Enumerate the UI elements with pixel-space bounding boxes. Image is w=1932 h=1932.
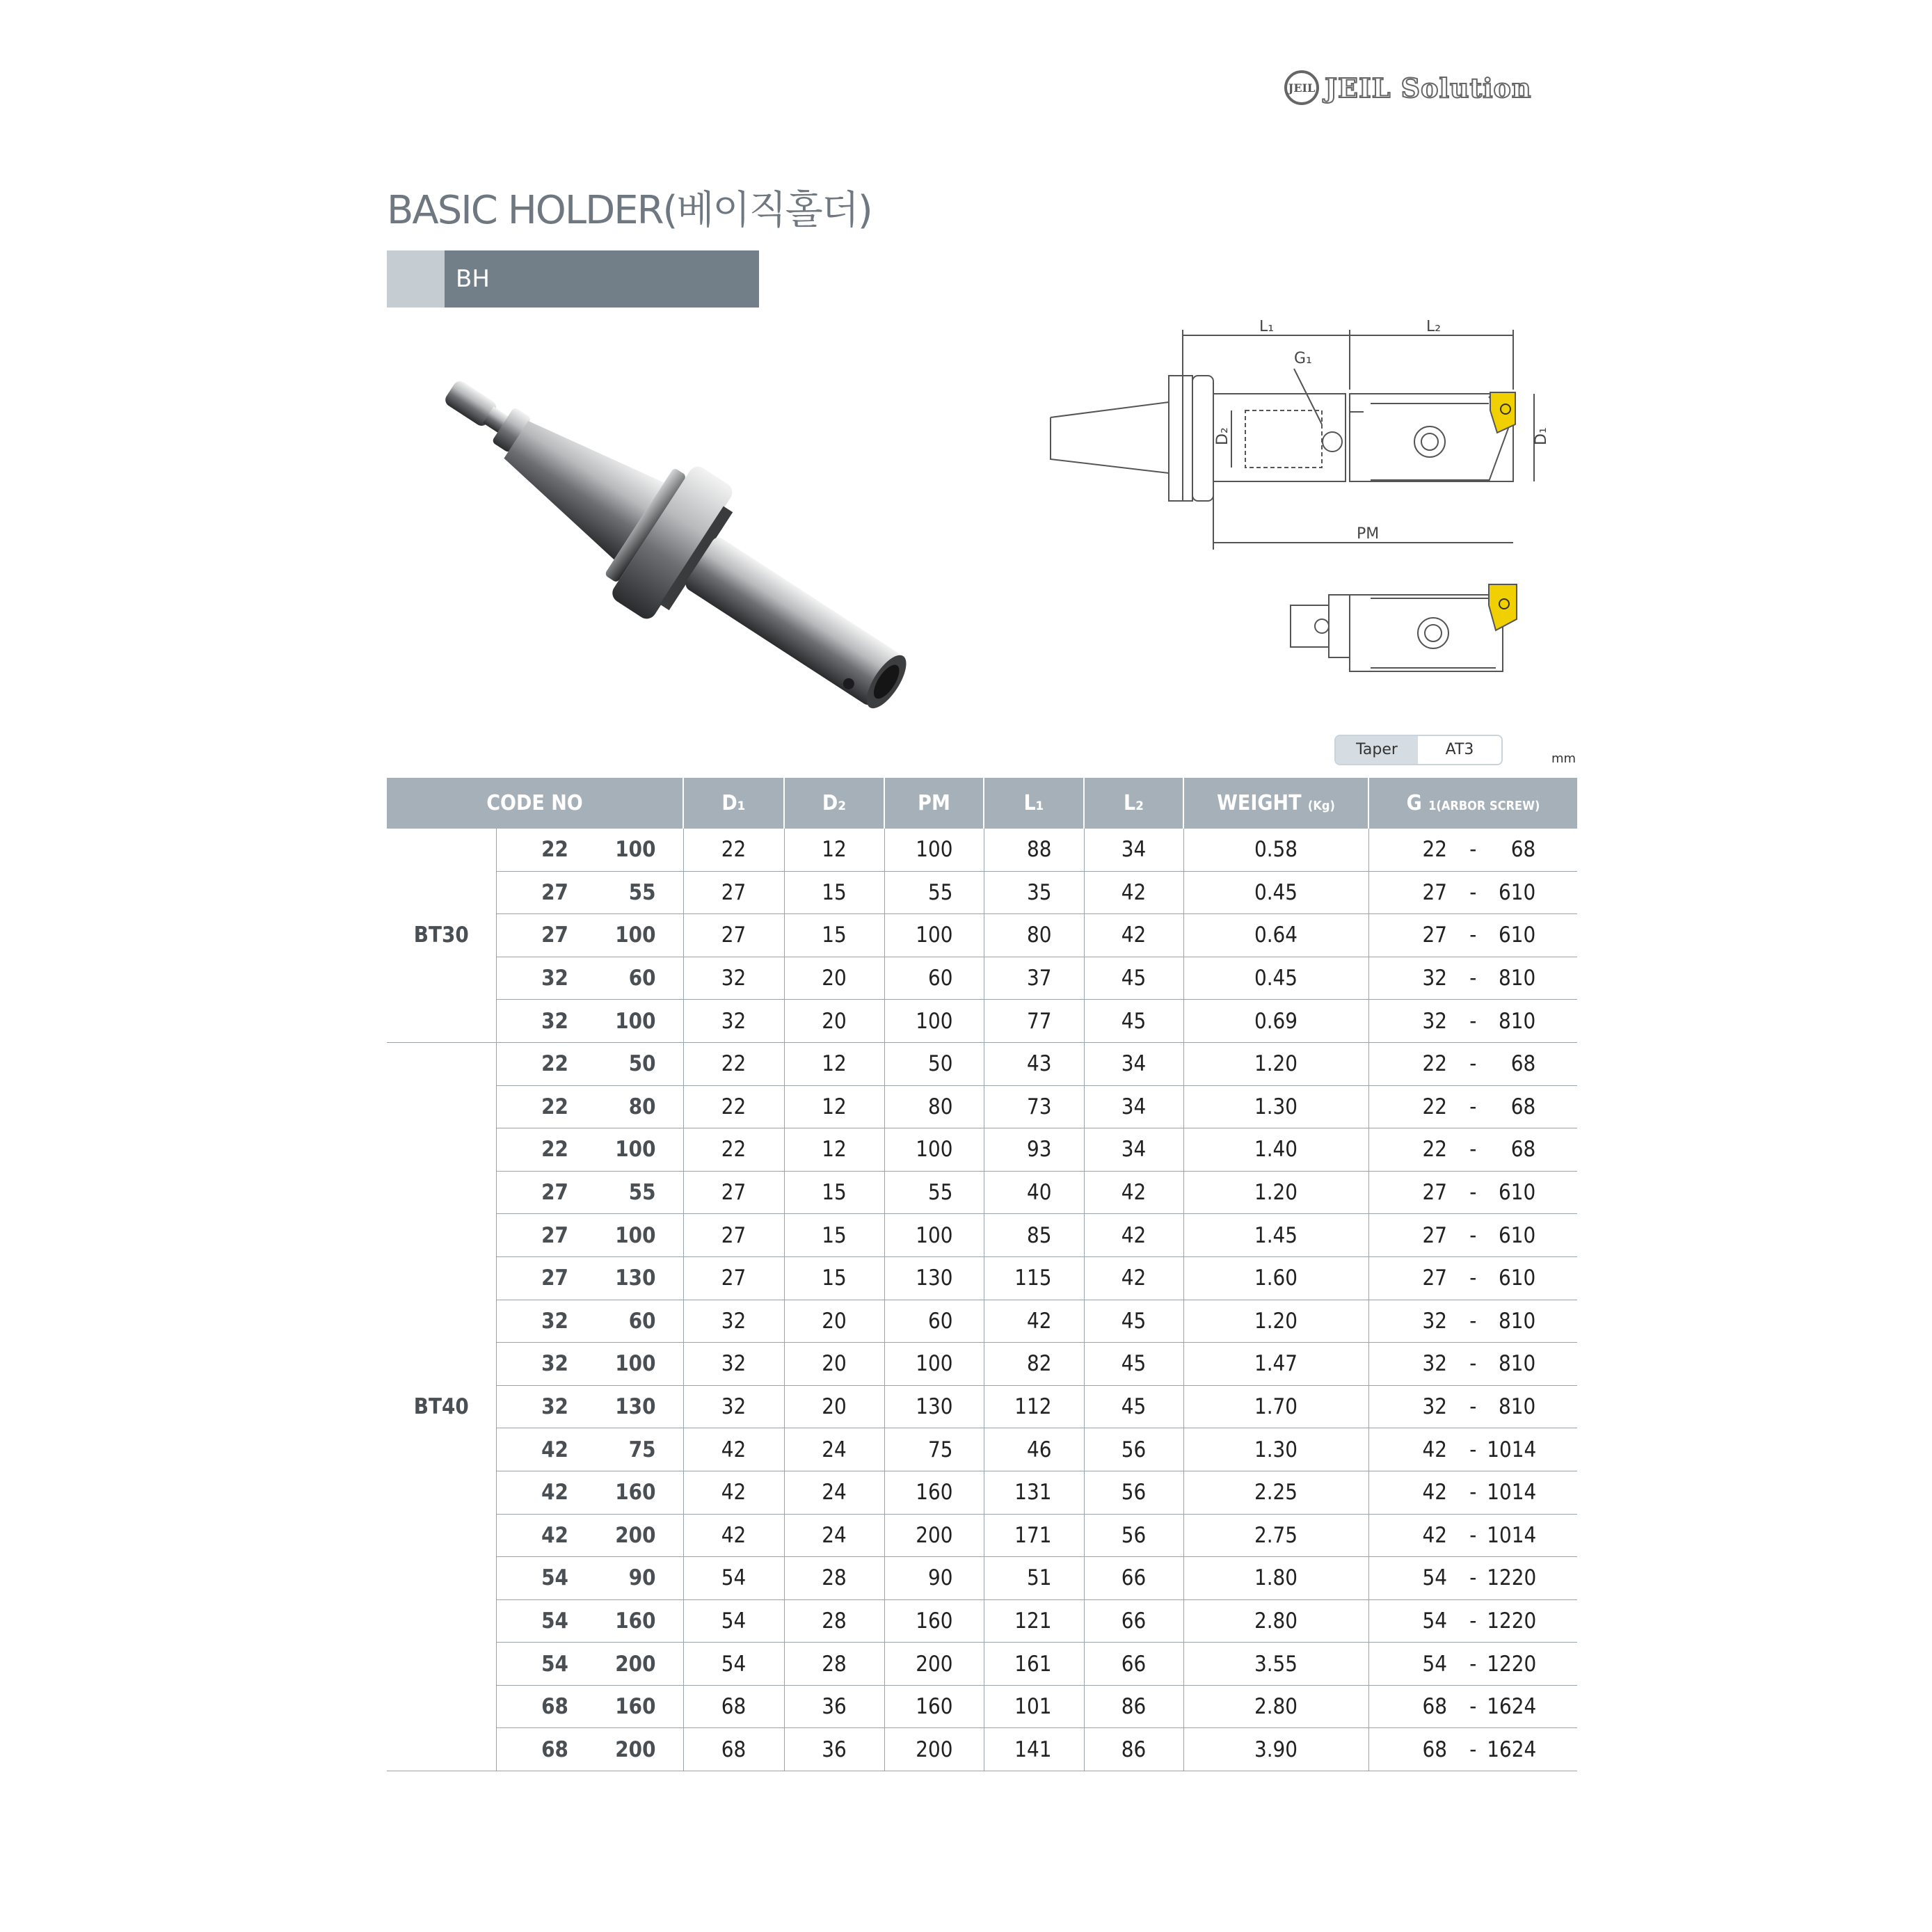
d1-cell: 42 xyxy=(683,1514,784,1557)
d1-cell: 68 xyxy=(683,1685,784,1728)
header-code-no: CODE NO xyxy=(387,778,683,829)
table-row xyxy=(387,829,1577,871)
code-no-cell: 54 160 xyxy=(496,1599,683,1643)
code-no-cell: 68 200 xyxy=(496,1728,683,1771)
l2-cell: 66 xyxy=(1084,1643,1183,1686)
d1-cell: 42 xyxy=(683,1428,784,1471)
weight-cell: 0.45 xyxy=(1183,871,1368,914)
pm-cell: 100 xyxy=(884,829,984,871)
taper-label: Taper xyxy=(1336,736,1418,764)
d1-cell: 22 xyxy=(683,1128,784,1172)
l2-cell: 42 xyxy=(1084,914,1183,957)
l1-cell: 93 xyxy=(984,1128,1084,1172)
arbor-screw-cell: 32 - 810 xyxy=(1368,1385,1577,1428)
header-l2: L₂ xyxy=(1084,778,1183,829)
pm-cell: 100 xyxy=(884,1000,984,1043)
l2-cell: 42 xyxy=(1084,1256,1183,1300)
taper-badge xyxy=(1336,736,1501,764)
d2-cell: 20 xyxy=(784,1343,884,1386)
weight-cell: 1.20 xyxy=(1183,1042,1368,1085)
weight-cell: 0.58 xyxy=(1183,829,1368,871)
d2-cell: 36 xyxy=(784,1685,884,1728)
table-body xyxy=(387,829,1577,1771)
l2-cell: 66 xyxy=(1084,1557,1183,1600)
pm-cell: 100 xyxy=(884,1128,984,1172)
l1-cell: 80 xyxy=(984,914,1084,957)
arbor-screw-cell: 32 - 810 xyxy=(1368,1343,1577,1386)
code-no-cell: 42 160 xyxy=(496,1471,683,1514)
brand-mark: JEIL xyxy=(1284,70,1319,105)
code-no-cell: 42 200 xyxy=(496,1514,683,1557)
weight-cell: 0.69 xyxy=(1183,1000,1368,1043)
d2-cell: 12 xyxy=(784,1042,884,1085)
header-g1: G 1(ARBOR SCREW) xyxy=(1368,778,1577,829)
weight-cell: 1.60 xyxy=(1183,1256,1368,1300)
label-pm: PM xyxy=(1357,525,1380,543)
code-no-cell: 27 100 xyxy=(496,1214,683,1257)
table-row xyxy=(387,1643,1577,1686)
arbor-screw-cell: 54 - 1220 xyxy=(1368,1643,1577,1686)
d2-cell: 15 xyxy=(784,1214,884,1257)
code-no-cell: 32 60 xyxy=(496,957,683,1000)
weight-cell: 1.80 xyxy=(1183,1557,1368,1600)
code-no-cell: 54 200 xyxy=(496,1643,683,1686)
arbor-screw-cell: 27 - 610 xyxy=(1368,871,1577,914)
code-no-cell: 32 130 xyxy=(496,1385,683,1428)
l1-cell: 85 xyxy=(984,1214,1084,1257)
l2-cell: 86 xyxy=(1084,1728,1183,1771)
pm-cell: 160 xyxy=(884,1471,984,1514)
code-no-cell: 42 75 xyxy=(496,1428,683,1471)
table-row xyxy=(387,1385,1577,1428)
pm-cell: 200 xyxy=(884,1643,984,1686)
d1-cell: 32 xyxy=(683,1000,784,1043)
weight-cell: 0.64 xyxy=(1183,914,1368,957)
arbor-screw-cell: 68 - 1624 xyxy=(1368,1685,1577,1728)
d1-cell: 27 xyxy=(683,914,784,957)
d2-cell: 12 xyxy=(784,1085,884,1128)
d1-cell: 27 xyxy=(683,1171,784,1214)
l1-cell: 35 xyxy=(984,871,1084,914)
label-l2: L₂ xyxy=(1426,320,1442,335)
label-d1: D₁ xyxy=(1533,427,1550,445)
pm-cell: 50 xyxy=(884,1042,984,1085)
weight-cell: 1.47 xyxy=(1183,1343,1368,1386)
d1-cell: 54 xyxy=(683,1643,784,1686)
table-row xyxy=(387,1214,1577,1257)
table-row xyxy=(387,1599,1577,1643)
l2-cell: 45 xyxy=(1084,1343,1183,1386)
arbor-screw-cell: 42 - 1014 xyxy=(1368,1428,1577,1471)
brand-name: JEIL Solution xyxy=(1325,72,1532,104)
l1-cell: 43 xyxy=(984,1042,1084,1085)
code-no-cell: 27 55 xyxy=(496,1171,683,1214)
l1-cell: 141 xyxy=(984,1728,1084,1771)
l1-cell: 42 xyxy=(984,1300,1084,1343)
l1-cell: 101 xyxy=(984,1685,1084,1728)
table-row xyxy=(387,1042,1577,1085)
d1-cell: 27 xyxy=(683,871,784,914)
weight-cell: 1.20 xyxy=(1183,1171,1368,1214)
table-row xyxy=(387,957,1577,1000)
l2-cell: 66 xyxy=(1084,1599,1183,1643)
pm-cell: 75 xyxy=(884,1428,984,1471)
l1-cell: 73 xyxy=(984,1085,1084,1128)
d2-cell: 20 xyxy=(784,1385,884,1428)
code-no-cell: 27 55 xyxy=(496,871,683,914)
code-no-cell: 22 80 xyxy=(496,1085,683,1128)
table-row xyxy=(387,1085,1577,1128)
pm-cell: 60 xyxy=(884,1300,984,1343)
code-no-cell: 54 90 xyxy=(496,1557,683,1600)
d2-cell: 20 xyxy=(784,957,884,1000)
pm-cell: 130 xyxy=(884,1385,984,1428)
l2-cell: 34 xyxy=(1084,1042,1183,1085)
weight-cell: 2.80 xyxy=(1183,1685,1368,1728)
label-d2: D₂ xyxy=(1214,427,1231,445)
technical-drawing xyxy=(1044,320,1551,682)
table-row xyxy=(387,1557,1577,1600)
l2-cell: 56 xyxy=(1084,1514,1183,1557)
d1-cell: 22 xyxy=(683,1042,784,1085)
d1-cell: 22 xyxy=(683,1085,784,1128)
weight-cell: 1.40 xyxy=(1183,1128,1368,1172)
pm-cell: 200 xyxy=(884,1728,984,1771)
d1-cell: 32 xyxy=(683,957,784,1000)
arbor-screw-cell: 22 - 68 xyxy=(1368,829,1577,871)
table-row xyxy=(387,1685,1577,1728)
code-no-cell: 32 100 xyxy=(496,1343,683,1386)
l1-cell: 171 xyxy=(984,1514,1084,1557)
product-photo xyxy=(410,362,939,724)
arbor-screw-cell: 27 - 610 xyxy=(1368,914,1577,957)
d2-cell: 28 xyxy=(784,1599,884,1643)
section-label: BH xyxy=(445,250,759,308)
table-row xyxy=(387,871,1577,914)
pm-cell: 55 xyxy=(884,1171,984,1214)
d2-cell: 12 xyxy=(784,829,884,871)
header-d2: D₂ xyxy=(784,778,884,829)
d2-cell: 12 xyxy=(784,1128,884,1172)
d2-cell: 36 xyxy=(784,1728,884,1771)
l2-cell: 86 xyxy=(1084,1685,1183,1728)
table-row xyxy=(387,1300,1577,1343)
l1-cell: 40 xyxy=(984,1171,1084,1214)
d1-cell: 42 xyxy=(683,1471,784,1514)
d2-cell: 15 xyxy=(784,871,884,914)
l2-cell: 42 xyxy=(1084,1214,1183,1257)
header-l1: L₁ xyxy=(984,778,1084,829)
l2-cell: 34 xyxy=(1084,829,1183,871)
d1-cell: 27 xyxy=(683,1214,784,1257)
l2-cell: 34 xyxy=(1084,1128,1183,1172)
arbor-screw-cell: 54 - 1220 xyxy=(1368,1557,1577,1600)
pm-cell: 160 xyxy=(884,1599,984,1643)
d2-cell: 28 xyxy=(784,1557,884,1600)
l2-cell: 42 xyxy=(1084,871,1183,914)
header-pm: PM xyxy=(884,778,984,829)
l2-cell: 34 xyxy=(1084,1085,1183,1128)
arbor-screw-cell: 22 - 68 xyxy=(1368,1085,1577,1128)
l1-cell: 131 xyxy=(984,1471,1084,1514)
code-no-cell: 32 100 xyxy=(496,1000,683,1043)
d2-cell: 15 xyxy=(784,1256,884,1300)
pm-cell: 100 xyxy=(884,1343,984,1386)
header-d1: D₁ xyxy=(683,778,784,829)
arbor-screw-cell: 22 - 68 xyxy=(1368,1128,1577,1172)
arbor-screw-cell: 32 - 810 xyxy=(1368,1300,1577,1343)
weight-cell: 2.80 xyxy=(1183,1599,1368,1643)
code-no-cell: 32 60 xyxy=(496,1300,683,1343)
section-band xyxy=(387,250,759,308)
pm-cell: 60 xyxy=(884,957,984,1000)
d1-cell: 22 xyxy=(683,829,784,871)
code-no-cell: 22 50 xyxy=(496,1042,683,1085)
pm-cell: 55 xyxy=(884,871,984,914)
table-row xyxy=(387,1171,1577,1214)
l1-cell: 82 xyxy=(984,1343,1084,1386)
table-header-row xyxy=(387,778,1577,829)
l2-cell: 45 xyxy=(1084,957,1183,1000)
code-no-cell: 27 100 xyxy=(496,914,683,957)
d1-cell: 68 xyxy=(683,1728,784,1771)
d1-cell: 32 xyxy=(683,1343,784,1386)
arbor-screw-cell: 27 - 610 xyxy=(1368,1171,1577,1214)
pm-cell: 100 xyxy=(884,1214,984,1257)
arbor-screw-cell: 27 - 610 xyxy=(1368,1214,1577,1257)
l1-cell: 121 xyxy=(984,1599,1084,1643)
weight-cell: 2.75 xyxy=(1183,1514,1368,1557)
d2-cell: 15 xyxy=(784,914,884,957)
weight-cell: 1.70 xyxy=(1183,1385,1368,1428)
d1-cell: 27 xyxy=(683,1256,784,1300)
l2-cell: 42 xyxy=(1084,1171,1183,1214)
arbor-screw-cell: 54 - 1220 xyxy=(1368,1599,1577,1643)
arbor-screw-cell: 22 - 68 xyxy=(1368,1042,1577,1085)
code-no-cell: 27 130 xyxy=(496,1256,683,1300)
weight-cell: 2.25 xyxy=(1183,1471,1368,1514)
d2-cell: 20 xyxy=(784,1000,884,1043)
d1-cell: 54 xyxy=(683,1599,784,1643)
code-no-cell: 22 100 xyxy=(496,829,683,871)
l1-cell: 88 xyxy=(984,829,1084,871)
d2-cell: 24 xyxy=(784,1471,884,1514)
pm-cell: 100 xyxy=(884,914,984,957)
arbor-screw-cell: 27 - 610 xyxy=(1368,1256,1577,1300)
table-row xyxy=(387,1428,1577,1471)
group-label: BT40 xyxy=(387,1042,496,1771)
weight-cell: 1.20 xyxy=(1183,1300,1368,1343)
taper-value: AT3 xyxy=(1418,736,1501,764)
brand-logo xyxy=(1284,68,1531,107)
weight-cell: 3.55 xyxy=(1183,1643,1368,1686)
l2-cell: 45 xyxy=(1084,1000,1183,1043)
table-row xyxy=(387,1256,1577,1300)
l1-cell: 46 xyxy=(984,1428,1084,1471)
d2-cell: 20 xyxy=(784,1300,884,1343)
arbor-screw-cell: 42 - 1014 xyxy=(1368,1514,1577,1557)
pm-cell: 80 xyxy=(884,1085,984,1128)
table-row xyxy=(387,914,1577,957)
page-title: BASIC HOLDER(베이직홀더) xyxy=(387,188,872,233)
d1-cell: 32 xyxy=(683,1300,784,1343)
code-no-cell: 68 160 xyxy=(496,1685,683,1728)
weight-cell: 1.45 xyxy=(1183,1214,1368,1257)
arbor-screw-cell: 32 - 810 xyxy=(1368,957,1577,1000)
weight-cell: 1.30 xyxy=(1183,1085,1368,1128)
spec-table xyxy=(387,778,1577,1771)
weight-cell: 3.90 xyxy=(1183,1728,1368,1771)
pm-cell: 90 xyxy=(884,1557,984,1600)
l1-cell: 77 xyxy=(984,1000,1084,1043)
l1-cell: 51 xyxy=(984,1557,1084,1600)
table-row xyxy=(387,1514,1577,1557)
l1-cell: 112 xyxy=(984,1385,1084,1428)
l2-cell: 45 xyxy=(1084,1300,1183,1343)
unit-label: mm xyxy=(1551,751,1576,766)
d2-cell: 15 xyxy=(784,1171,884,1214)
table-row xyxy=(387,1128,1577,1172)
arbor-screw-cell: 42 - 1014 xyxy=(1368,1471,1577,1514)
label-g1: G₁ xyxy=(1294,350,1312,367)
l2-cell: 56 xyxy=(1084,1428,1183,1471)
table-row xyxy=(387,1000,1577,1043)
d2-cell: 28 xyxy=(784,1643,884,1686)
group-label: BT30 xyxy=(387,829,496,1042)
pm-cell: 160 xyxy=(884,1685,984,1728)
pm-cell: 130 xyxy=(884,1256,984,1300)
weight-cell: 1.30 xyxy=(1183,1428,1368,1471)
table-row xyxy=(387,1728,1577,1771)
l2-cell: 56 xyxy=(1084,1471,1183,1514)
table-row xyxy=(387,1471,1577,1514)
l1-cell: 115 xyxy=(984,1256,1084,1300)
d2-cell: 24 xyxy=(784,1514,884,1557)
table-row xyxy=(387,1343,1577,1386)
l1-cell: 37 xyxy=(984,957,1084,1000)
header-weight: WEIGHT (Kg) xyxy=(1183,778,1368,829)
d1-cell: 32 xyxy=(683,1385,784,1428)
l2-cell: 45 xyxy=(1084,1385,1183,1428)
code-no-cell: 22 100 xyxy=(496,1128,683,1172)
label-l1: L₁ xyxy=(1259,320,1275,335)
arbor-screw-cell: 68 - 1624 xyxy=(1368,1728,1577,1771)
d2-cell: 24 xyxy=(784,1428,884,1471)
d1-cell: 54 xyxy=(683,1557,784,1600)
l1-cell: 161 xyxy=(984,1643,1084,1686)
weight-cell: 0.45 xyxy=(1183,957,1368,1000)
pm-cell: 200 xyxy=(884,1514,984,1557)
arbor-screw-cell: 32 - 810 xyxy=(1368,1000,1577,1043)
